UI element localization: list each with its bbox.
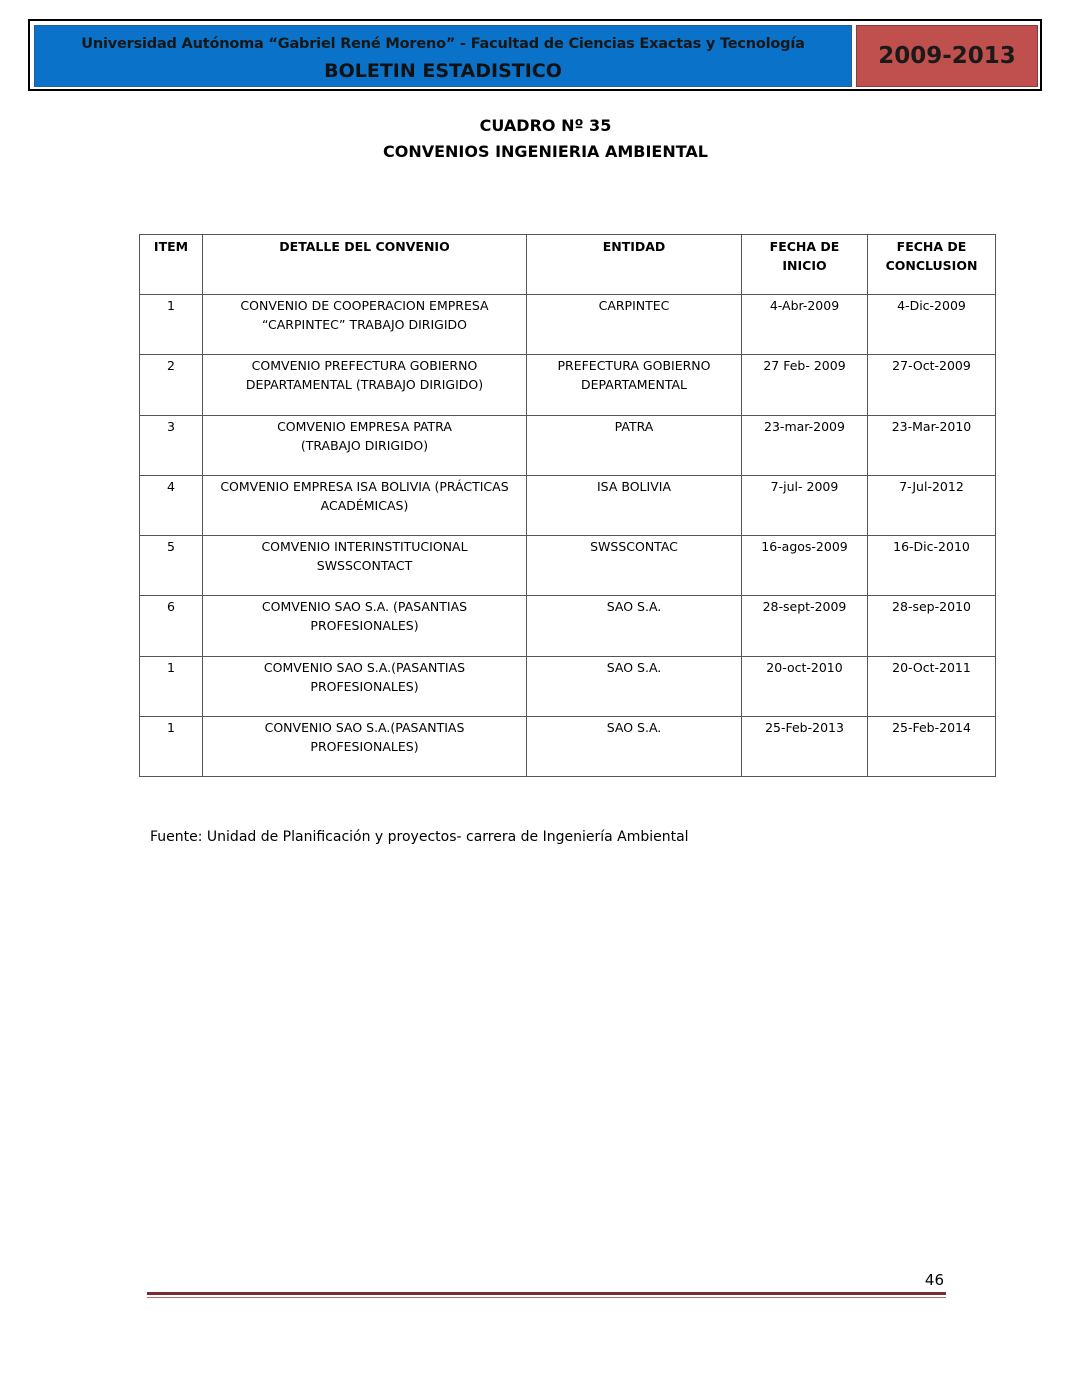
- cell-detalle: CONVENIO DE COOPERACION EMPRESA “CARPINTEC” TRABAJO DIRIGIDO: [203, 295, 527, 355]
- cell-fecha-conclusion: 28-sep-2010: [868, 596, 996, 656]
- footer-divider: [147, 1292, 946, 1295]
- cell-detalle: COMVENIO PREFECTURA GOBIERNO DEPARTAMENTAL (TRABAJO DIRIGIDO): [203, 355, 527, 415]
- cell-fecha-inicio: 27 Feb- 2009: [742, 355, 868, 415]
- cell-fecha-inicio: 25-Feb-2013: [742, 717, 868, 777]
- cell-fecha-conclusion: 25-Feb-2014: [868, 717, 996, 777]
- cell-item: 3: [140, 415, 203, 475]
- header-red-band: [856, 25, 1038, 87]
- cell-fecha-inicio: 4-Abr-2009: [742, 295, 868, 355]
- table-row: [140, 596, 996, 656]
- cell-fecha-conclusion: 4-Dic-2009: [868, 295, 996, 355]
- convenios-table: [139, 234, 996, 777]
- header-fecha-inicio: FECHA DE INICIO: [742, 235, 868, 295]
- table-row: [140, 475, 996, 535]
- cell-fecha-conclusion: 23-Mar-2010: [868, 415, 996, 475]
- table-row: [140, 656, 996, 716]
- header-detalle: DETALLE DEL CONVENIO: [203, 235, 527, 295]
- cell-fecha-inicio: 7-jul- 2009: [742, 475, 868, 535]
- cell-fecha-inicio: 16-agos-2009: [742, 536, 868, 596]
- cell-detalle: COMVENIO EMPRESA PATRA (TRABAJO DIRIGIDO): [203, 415, 527, 475]
- cell-entidad: PATRA: [527, 415, 742, 475]
- header-blue-band: [34, 25, 852, 87]
- header-item: ITEM: [140, 235, 203, 295]
- header-bulletin-title: BOLETIN ESTADISTICO: [324, 60, 562, 82]
- cell-item: 2: [140, 355, 203, 415]
- table-row: [140, 717, 996, 777]
- page-header: [28, 19, 1042, 91]
- table-row: [140, 295, 996, 355]
- cell-detalle: COMVENIO EMPRESA ISA BOLIVIA (PRÁCTICAS ACADÉMICAS): [203, 475, 527, 535]
- cell-entidad: SAO S.A.: [527, 656, 742, 716]
- cell-entidad: ISA BOLIVIA: [527, 475, 742, 535]
- cell-fecha-conclusion: 16-Dic-2010: [868, 536, 996, 596]
- cell-entidad: SWSSCONTAC: [527, 536, 742, 596]
- cell-item: 1: [140, 295, 203, 355]
- cell-detalle: CONVENIO SAO S.A.(PASANTIAS PROFESIONALES): [203, 717, 527, 777]
- cell-entidad: SAO S.A.: [527, 717, 742, 777]
- cell-fecha-conclusion: 20-Oct-2011: [868, 656, 996, 716]
- cell-fecha-conclusion: 7-Jul-2012: [868, 475, 996, 535]
- cell-entidad: SAO S.A.: [527, 596, 742, 656]
- table-header-row: [140, 235, 996, 295]
- cell-item: 4: [140, 475, 203, 535]
- cell-detalle: COMVENIO SAO S.A.(PASANTIAS PROFESIONALES): [203, 656, 527, 716]
- table-row: [140, 415, 996, 475]
- cell-item: 1: [140, 656, 203, 716]
- header-fecha-conclusion: FECHA DE CONCLUSION: [868, 235, 996, 295]
- cell-item: 5: [140, 536, 203, 596]
- cell-detalle: COMVENIO SAO S.A. (PASANTIAS PROFESIONALES): [203, 596, 527, 656]
- cell-item: 6: [140, 596, 203, 656]
- cell-fecha-inicio: 28-sept-2009: [742, 596, 868, 656]
- cell-fecha-conclusion: 27-Oct-2009: [868, 355, 996, 415]
- header-years: 2009-2013: [878, 43, 1016, 69]
- header-entidad: ENTIDAD: [527, 235, 742, 295]
- cell-fecha-inicio: 20-oct-2010: [742, 656, 868, 716]
- table-row: [140, 536, 996, 596]
- page-number: 46: [924, 1271, 944, 1289]
- table-row: [140, 355, 996, 415]
- cell-item: 1: [140, 717, 203, 777]
- cell-detalle: COMVENIO INTERINSTITUCIONAL SWSSCONTACT: [203, 536, 527, 596]
- table-subject-title: CONVENIOS INGENIERIA AMBIENTAL: [382, 142, 708, 161]
- header-university: Universidad Autónoma “Gabriel René Moreno” - Facultad de Ciencias Exactas y Tecnología: [81, 36, 805, 52]
- source-note: Fuente: Unidad de Planificación y proyectos- carrera de Ingeniería Ambiental: [150, 829, 689, 845]
- cell-fecha-inicio: 23-mar-2009: [742, 415, 868, 475]
- footer-divider-thin: [147, 1297, 946, 1298]
- cell-entidad: PREFECTURA GOBIERNO DEPARTAMENTAL: [527, 355, 742, 415]
- table-number-title: CUADRO Nº 35: [479, 116, 612, 135]
- cell-entidad: CARPINTEC: [527, 295, 742, 355]
